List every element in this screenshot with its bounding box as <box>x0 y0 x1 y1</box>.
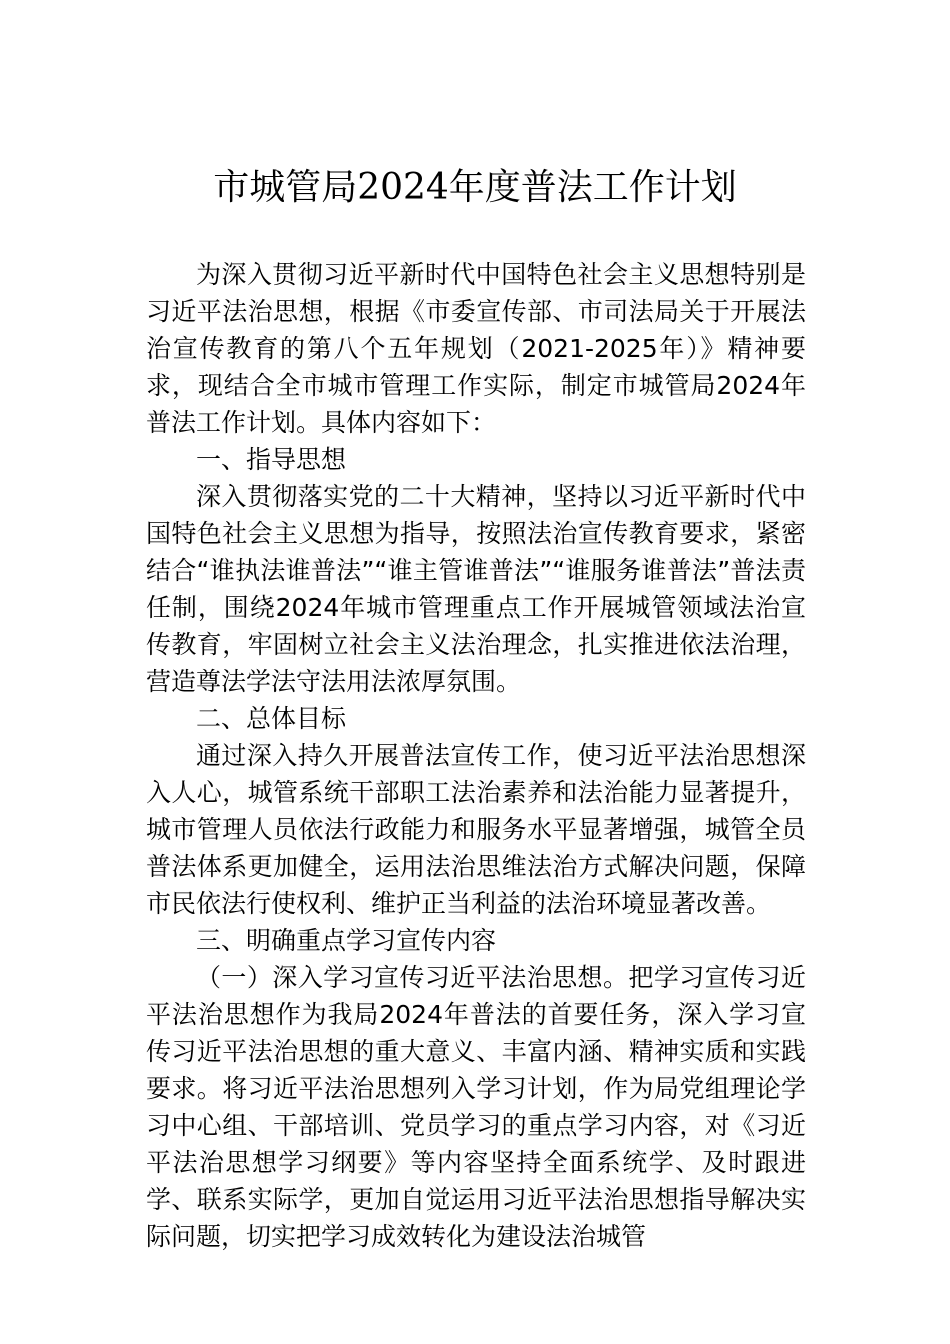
section-heading-key-content: 三、明确重点学习宣传内容 <box>196 926 497 955</box>
key-content-paragraph-1: （一）深入学习宣传习近平法治思想。把学习宣传习近平法治思想作为我局2024年普法的首要任务，深入学习宣传习近平法治思想的重大意义、丰富内涵、精神实质和实践要求。将习近平法治思想列入学习计划，作为局党组理论学习中心组、干部培训、党员学习的重点学习内容，对《习近平法治思想学习纲要》等内容坚持全面系统学、及时跟进学、联系实际学，更加自觉运用习近平法治思想指导解决实际问题，切实把学习成效转化为建设法治城管 <box>146 963 806 1251</box>
document-title: 市城管局2024年度普法工作计划 <box>213 167 737 208</box>
section-heading-overall-goal: 二、总体目标 <box>196 704 347 733</box>
document-body <box>146 256 806 1255</box>
section-heading-guiding-ideology: 一、指导思想 <box>196 445 347 474</box>
guiding-ideology-paragraph: 深入贯彻落实党的二十大精神，坚持以习近平新时代中国特色社会主义思想为指导，按照法治宣传教育要求，紧密结合“谁执法谁普法”“谁主管谁普法”“谁服务谁普法”普法责任制，围绕2024年城市管理重点工作开展城管领域法治宣传教育，牢固树立社会主义法治理念，扎实推进依法治理，营造尊法学法守法用法浓厚氛围。 <box>146 482 806 696</box>
intro-paragraph: 为深入贯彻习近平新时代中国特色社会主义思想特别是习近平法治思想，根据《市委宣传部、市司法局关于开展法治宣传教育的第八个五年规划（2021-2025年）》精神要求，现结合全市城市管理工作实际，制定市城管局2024年普法工作计划。具体内容如下： <box>146 260 806 437</box>
overall-goal-paragraph: 通过深入持久开展普法宣传工作，使习近平法治思想深入人心，城管系统干部职工法治素养和法治能力显著提升，城市管理人员依法行政能力和服务水平显著增强，城管全员普法体系更加健全，运用法治思维法治方式解决问题，保障市民依法行使权利、维护正当利益的法治环境显著改善。 <box>146 741 806 918</box>
